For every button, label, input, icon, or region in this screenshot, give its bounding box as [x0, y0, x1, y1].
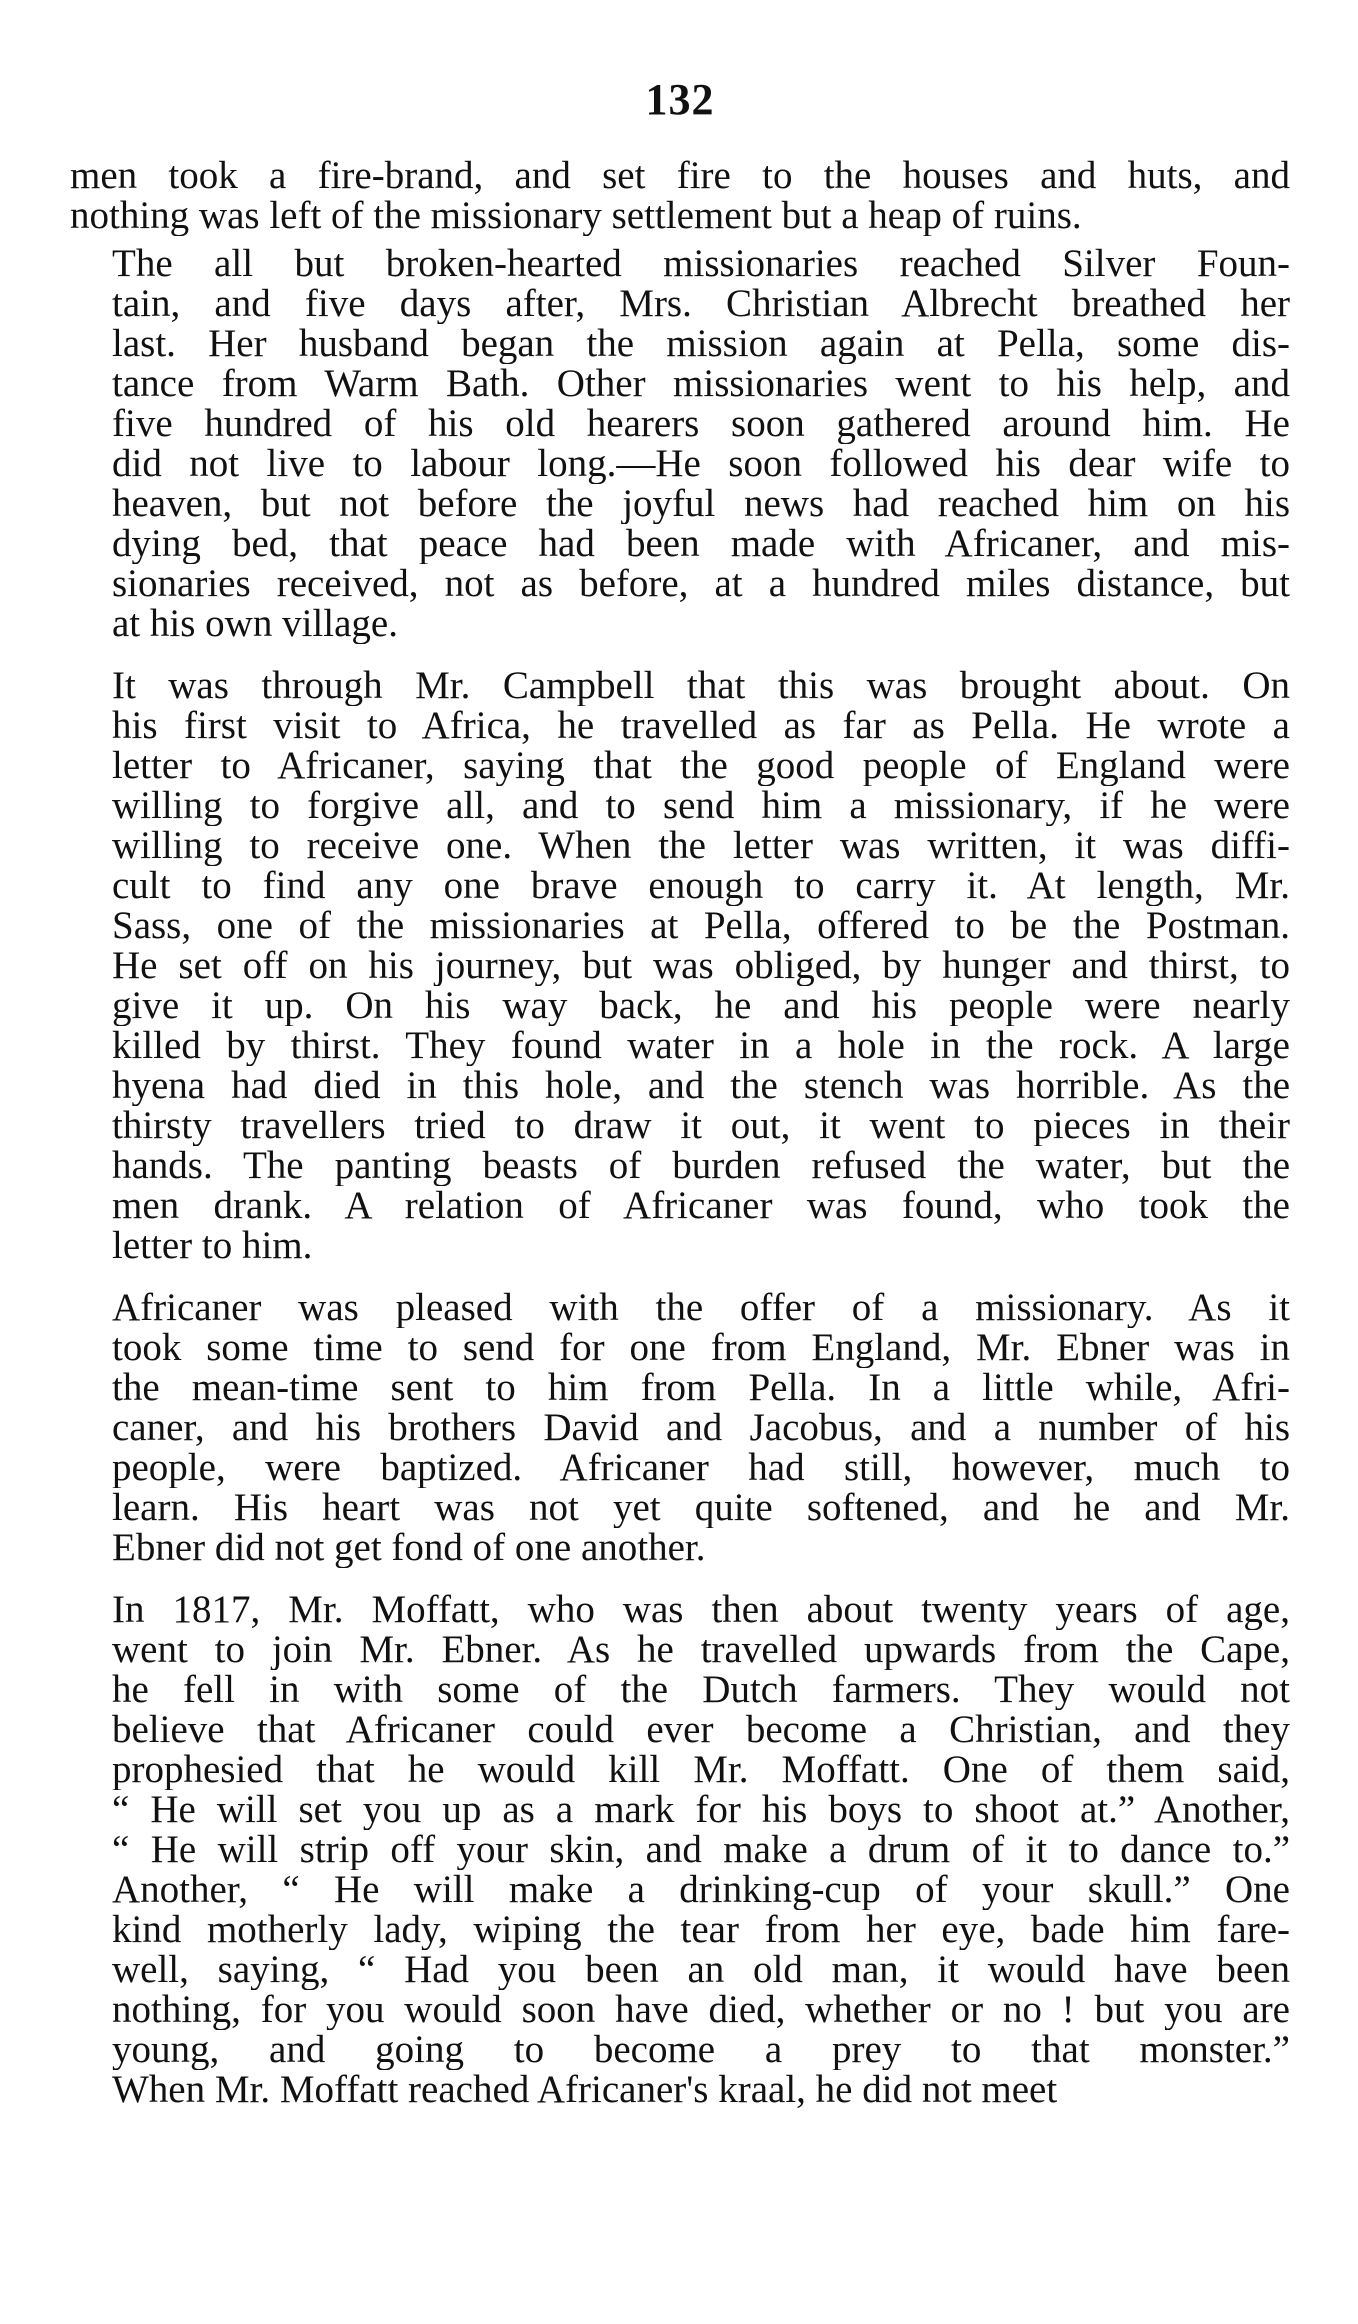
text-line: letter to him. [112, 1226, 313, 1266]
text-line: sionaries received, not as before, at a hundred miles distance, but [112, 564, 1290, 604]
text-line: nothing, for you would soon have died, whether or no ! but you are [112, 1990, 1290, 2030]
text-line: last. Her husband began the mission again at Pella, some dis- [112, 324, 1290, 364]
text-line: heaven, but not before the joyful news had reached him on his [112, 484, 1290, 524]
text-line: men drank. A relation of Africaner was found, who took the [112, 1186, 1290, 1226]
text-line: the mean-time sent to him from Pella. In a little while, Afri- [112, 1368, 1290, 1408]
text-line: cult to find any one brave enough to carry it. At length, Mr. [112, 866, 1290, 906]
book-page [70, 75, 1290, 2118]
paragraph [70, 156, 1290, 236]
text-line: believe that Africaner could ever become a Christian, and they [112, 1710, 1290, 1750]
text-line: tain, and five days after, Mrs. Christian Albrecht breathed her [112, 284, 1290, 324]
paragraph [70, 1288, 1290, 1568]
text-line: caner, and his brothers David and Jacobus, and a number of his [112, 1408, 1290, 1448]
paragraph [70, 244, 1290, 644]
text-line: letter to Africaner, saying that the good people of England were [112, 746, 1290, 786]
text-line: hyena had died in this hole, and the stench was horrible. As the [112, 1066, 1290, 1106]
text-line: give it up. On his way back, he and his people were nearly [112, 986, 1290, 1026]
text-line: nothing was left of the missionary settlement but a heap of ruins. [70, 196, 1082, 236]
text-line: men took a fire-brand, and set fire to the houses and huts, and [70, 156, 1290, 196]
text-line: he fell in with some of the Dutch farmers. They would not [112, 1670, 1290, 1710]
paragraph [70, 1590, 1290, 2110]
text-line: dying bed, that peace had been made with Africaner, and mis- [112, 524, 1290, 564]
text-line: Sass, one of the missionaries at Pella, offered to be the Postman. [112, 906, 1290, 946]
text-line: Ebner did not get fond of one another. [112, 1528, 706, 1568]
text-line: The all but broken-hearted missionaries reached Silver Foun- [112, 244, 1290, 284]
page-number: 132 [645, 75, 715, 124]
text-line: five hundred of his old hearers soon gathered around him. He [112, 404, 1290, 444]
text-line: went to join Mr. Ebner. As he travelled upwards from the Cape, [112, 1630, 1290, 1670]
text-line: his first visit to Africa, he travelled as far as Pella. He wrote a [112, 706, 1290, 746]
text-line: Africaner was pleased with the offer of a missionary. As it [112, 1288, 1290, 1328]
text-line: people, were baptized. Africaner had still, however, much to [112, 1448, 1290, 1488]
text-line: thirsty travellers tried to draw it out, it went to pieces in their [112, 1106, 1290, 1146]
text-line: In 1817, Mr. Moffatt, who was then about twenty years of age, [112, 1590, 1290, 1630]
text-line: “ He will strip off your skin, and make a drum of it to dance to.” [112, 1830, 1290, 1870]
text-line: took some time to send for one from England, Mr. Ebner was in [112, 1328, 1290, 1368]
text-line: willing to forgive all, and to send him a missionary, if he were [112, 786, 1290, 826]
paragraph [70, 666, 1290, 1266]
text-line: tance from Warm Bath. Other missionaries went to his help, and [112, 364, 1290, 404]
text-line: learn. His heart was not yet quite softened, and he and Mr. [112, 1488, 1290, 1528]
text-line: did not live to labour long.—He soon followed his dear wife to [112, 444, 1290, 484]
text-line: at his own village. [112, 604, 398, 644]
text-line: Another, “ He will make a drinking-cup of your skull.” One [112, 1870, 1290, 1910]
text-line: He set off on his journey, but was obliged, by hunger and thirst, to [112, 946, 1290, 986]
text-line: It was through Mr. Campbell that this was brought about. On [112, 666, 1290, 706]
text-line: willing to receive one. When the letter was written, it was diffi- [112, 826, 1290, 866]
text-line: well, saying, “ Had you been an old man, it would have been [112, 1950, 1290, 1990]
text-line: hands. The panting beasts of burden refused the water, but the [112, 1146, 1290, 1186]
text-line: young, and going to become a prey to that monster.” [112, 2030, 1290, 2070]
text-line: “ He will set you up as a mark for his boys to shoot at.” Another, [112, 1790, 1290, 1830]
text-line: prophesied that he would kill Mr. Moffatt. One of them said, [112, 1750, 1290, 1790]
text-line: When Mr. Moffatt reached Africaner's kraal, he did not meet [112, 2070, 1058, 2110]
page-body-text [70, 156, 1290, 2110]
text-line: kind motherly lady, wiping the tear from her eye, bade him fare- [112, 1910, 1290, 1950]
text-line: killed by thirst. They found water in a hole in the rock. A large [112, 1026, 1290, 1066]
